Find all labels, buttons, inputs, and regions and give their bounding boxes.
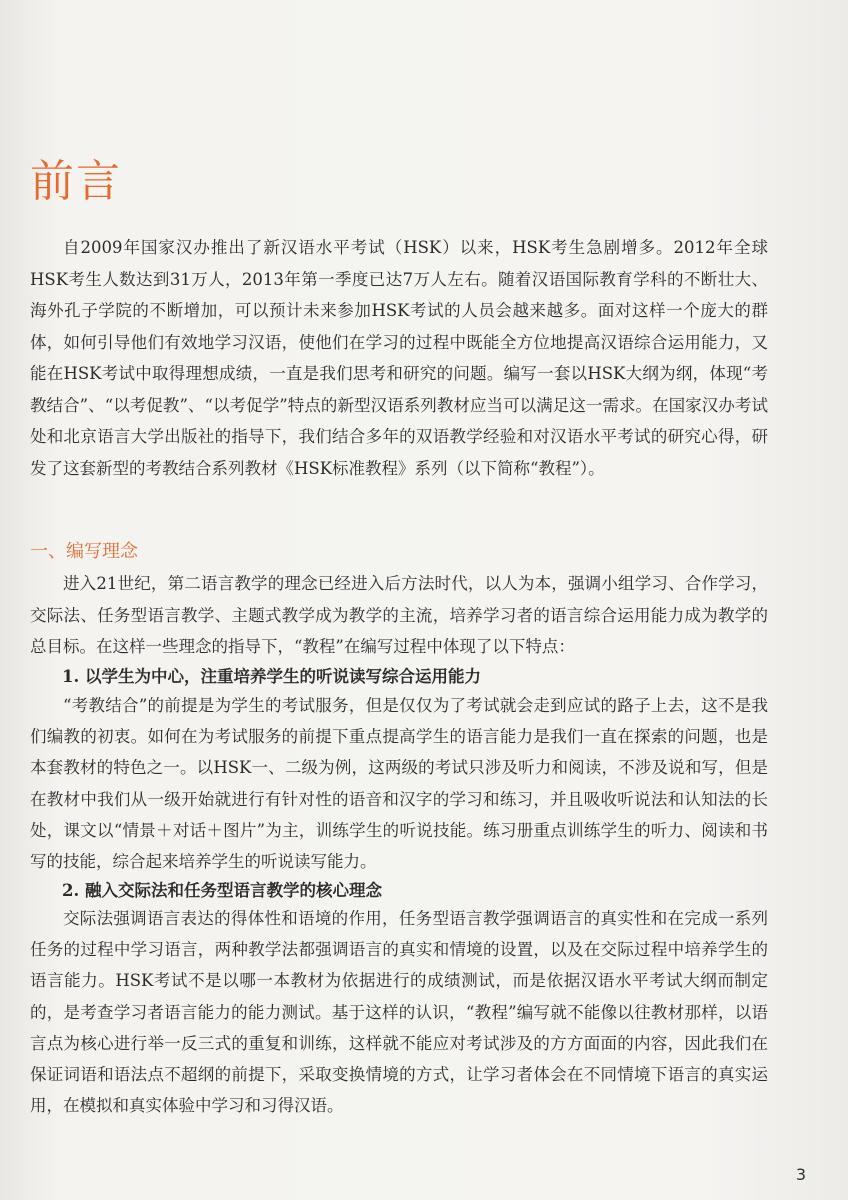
point-2-heading: 2. 融入交际法和任务型语言教学的核心理念 (62, 881, 382, 900)
point-2-body: 交际法强调语言表达的得体性和语境的作用，任务型语言教学强调语言的真实性和在完成一系列任务的过程中学习语言，两种教学法都强调语言的真实和情境的设置，以及在交际过程中培养学生的语言能力。HSK考试不是以哪一本教材为依据进行的成绩测试，而是依据汉语水平考试大纲而制定的，是考查学习者语言能力的能力测试。基于这样的认识，“教程”编写就不能像以往教材那样，以语言点为核心进行举一反三式的重复和训练，这样就不能应对考试涉及的方方面面的内容，因此我们在保证词语和语法点不超纲的前提下，采取变换情境的方式，让学习者体会在不同情境下语言的真实运用，在模拟和真实体验中学习和习得汉语。 (30, 909, 768, 1116)
section-heading: 一、编写理念 (30, 541, 138, 562)
intro-paragraph: 自2009年国家汉办推出了新汉语水平考试（HSK）以来，HSK考生急剧增多。2012年全球HSK考生人数达到31万人，2013年第一季度已达7万人左右。随着汉语国际教育学科的不断壮大、海外孔子学院的不断增加，可以预计未来参加HSK考试的人员会越来越多。面对这样一个庞大的群体，如何引导他们有效地学习汉语，使他们在学习的过程中既能全方位地提高汉语综合运用能力，又能在HSK考试中取得理想成绩，一直是我们思考和研究的问题。编写一套以HSK大纲为纲，体现“考教结合”、“以考促教”、“以考促学”特点的新型汉语系列教材应当可以满足这一需求。在国家汉办考试处和北京语言大学出版社的指导下，我们结合多年的双语教学经验和对汉语水平考试的研究心得，研发了这套新型的考教结合系列教材《HSK标准教程》系列（以下简称“教程”）。 (30, 238, 768, 478)
point-1-heading: 1. 以学生为中心，注重培养学生的听说读写综合运用能力 (62, 667, 481, 686)
page-number: 3 (795, 1165, 806, 1184)
point-1-body: “考教结合”的前提是为学生的考试服务，但是仅仅为了考试就会走到应试的路子上去，这不是我们编教的初衷。如何在为考试服务的前提下重点提高学生的语言能力是我们一直在探索的问题，也是本套教材的特色之一。以HSK一、二级为例，这两级的考试只涉及听力和阅读，不涉及说和写，但是在教材中我们从一级开始就进行有针对性的语音和汉字的学习和练习，并且吸收听说法和认知法的长处，课文以“情景＋对话＋图片”为主，训练学生的听说技能。练习册重点训练学生的听力、阅读和书写的技能，综合起来培养学生的听说读写能力。 (30, 696, 768, 872)
page-title: 前言 (30, 156, 122, 207)
section-intro-paragraph: 进入21世纪，第二语言教学的理念已经进入后方法时代，以人为本，强调小组学习、合作学习，交际法、任务型语言教学、主题式教学成为教学的主流，培养学习者的语言综合运用能力成为教学的总目标。在这样一些理念的指导下，“教程”在编写过程中体现了以下特点： (30, 574, 768, 656)
